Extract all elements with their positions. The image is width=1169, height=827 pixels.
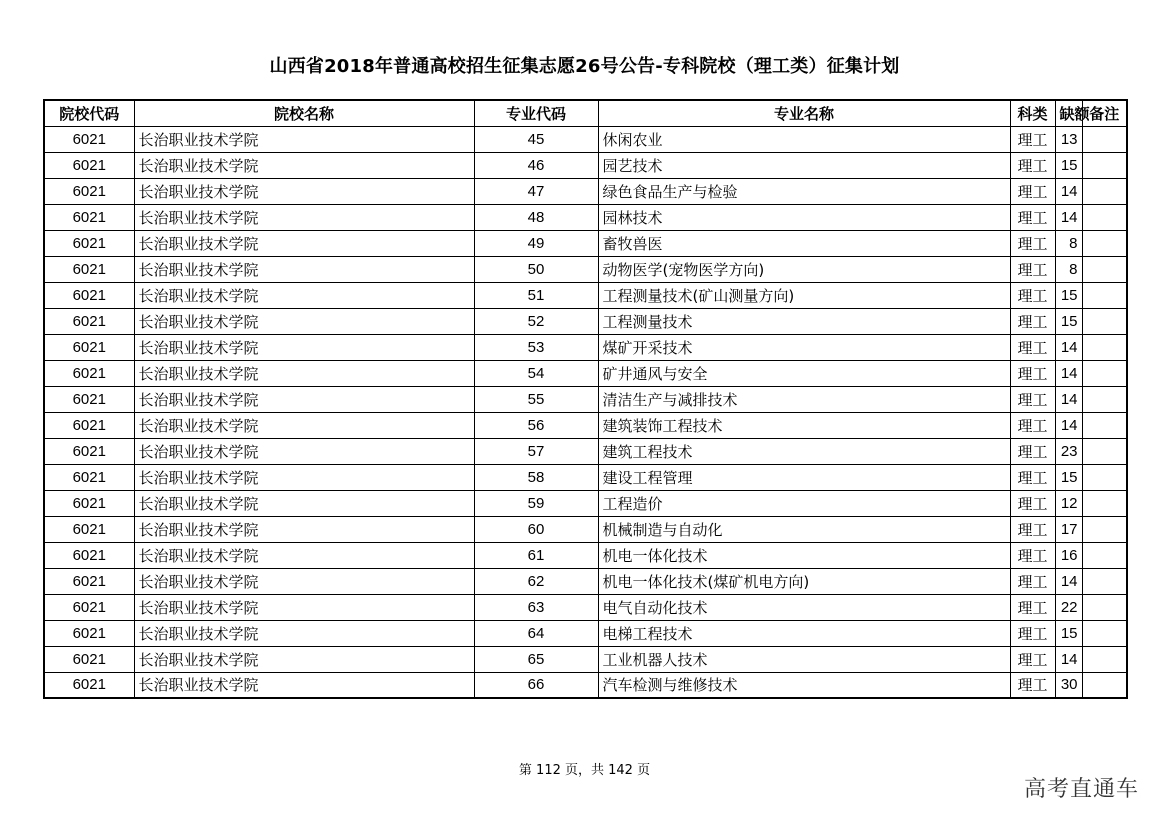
cell-school-name: 长治职业技术学院 [134,620,474,646]
table-row [44,126,1127,152]
table-row [44,204,1127,230]
cell-note [1082,516,1127,542]
cell-note [1082,620,1127,646]
cell-quota: 13 [1055,126,1082,152]
cell-major-code: 55 [474,386,598,412]
cell-school-name: 长治职业技术学院 [134,126,474,152]
table-row [44,542,1127,568]
cell-major-name: 工业机器人技术 [598,646,1010,672]
cell-major-name: 煤矿开采技术 [598,334,1010,360]
cell-major-name: 园艺技术 [598,152,1010,178]
cell-school-code: 6021 [44,152,134,178]
header-category: 科类 [1010,100,1055,126]
cell-school-code: 6021 [44,568,134,594]
cell-category: 理工 [1010,594,1055,620]
cell-category: 理工 [1010,490,1055,516]
cell-category: 理工 [1010,256,1055,282]
cell-school-name: 长治职业技术学院 [134,386,474,412]
cell-major-name: 休闲农业 [598,126,1010,152]
header-quota: 缺额 [1055,100,1082,126]
cell-major-code: 59 [474,490,598,516]
cell-major-name: 工程测量技术 [598,308,1010,334]
cell-quota: 8 [1055,230,1082,256]
cell-quota: 14 [1055,334,1082,360]
header-major-name: 专业名称 [598,100,1010,126]
table-row [44,334,1127,360]
cell-major-name: 清洁生产与减排技术 [598,386,1010,412]
header-school-code: 院校代码 [44,100,134,126]
cell-major-name: 畜牧兽医 [598,230,1010,256]
cell-category: 理工 [1010,126,1055,152]
cell-major-name: 建设工程管理 [598,464,1010,490]
cell-major-code: 63 [474,594,598,620]
cell-note [1082,204,1127,230]
cell-major-code: 65 [474,646,598,672]
cell-major-name: 工程测量技术(矿山测量方向) [598,282,1010,308]
cell-major-code: 53 [474,334,598,360]
cell-major-name: 机电一体化技术(煤矿机电方向) [598,568,1010,594]
cell-note [1082,386,1127,412]
table-row [44,516,1127,542]
cell-category: 理工 [1010,178,1055,204]
cell-quota: 16 [1055,542,1082,568]
cell-major-code: 46 [474,152,598,178]
cell-school-name: 长治职业技术学院 [134,230,474,256]
cell-school-name: 长治职业技术学院 [134,542,474,568]
cell-major-name: 电梯工程技术 [598,620,1010,646]
cell-note [1082,256,1127,282]
cell-major-code: 60 [474,516,598,542]
watermark-text: 高考直通车 [1023,777,1139,802]
cell-category: 理工 [1010,620,1055,646]
cell-quota: 12 [1055,490,1082,516]
cell-note [1082,672,1127,698]
cell-note [1082,230,1127,256]
cell-major-name: 电气自动化技术 [598,594,1010,620]
cell-school-name: 长治职业技术学院 [134,594,474,620]
cell-category: 理工 [1010,568,1055,594]
cell-major-code: 66 [474,672,598,698]
cell-school-name: 长治职业技术学院 [134,412,474,438]
table-row [44,152,1127,178]
cell-major-code: 54 [474,360,598,386]
cell-note [1082,594,1127,620]
cell-school-name: 长治职业技术学院 [134,568,474,594]
cell-quota: 14 [1055,568,1082,594]
cell-category: 理工 [1010,672,1055,698]
cell-quota: 14 [1055,204,1082,230]
cell-school-code: 6021 [44,464,134,490]
cell-school-name: 长治职业技术学院 [134,646,474,672]
cell-quota: 14 [1055,386,1082,412]
cell-school-code: 6021 [44,412,134,438]
cell-school-code: 6021 [44,646,134,672]
cell-major-name: 机电一体化技术 [598,542,1010,568]
cell-school-name: 长治职业技术学院 [134,516,474,542]
cell-category: 理工 [1010,646,1055,672]
table-row [44,308,1127,334]
cell-category: 理工 [1010,412,1055,438]
cell-school-code: 6021 [44,516,134,542]
table-row [44,490,1127,516]
cell-major-code: 45 [474,126,598,152]
cell-quota: 14 [1055,412,1082,438]
cell-school-name: 长治职业技术学院 [134,308,474,334]
cell-school-code: 6021 [44,594,134,620]
table-header-row [44,100,1127,126]
cell-quota: 14 [1055,360,1082,386]
cell-major-code: 64 [474,620,598,646]
cell-school-code: 6021 [44,438,134,464]
page-title: 山西省2018年普通高校招生征集志愿26号公告-专科院校（理工类）征集计划 [269,56,900,77]
cell-quota: 15 [1055,620,1082,646]
cell-school-code: 6021 [44,282,134,308]
header-school-name: 院校名称 [134,100,474,126]
cell-quota: 14 [1055,646,1082,672]
table-row [44,568,1127,594]
cell-quota: 30 [1055,672,1082,698]
cell-school-name: 长治职业技术学院 [134,672,474,698]
cell-note [1082,126,1127,152]
cell-note [1082,464,1127,490]
cell-school-name: 长治职业技术学院 [134,178,474,204]
cell-quota: 14 [1055,178,1082,204]
cell-quota: 15 [1055,152,1082,178]
cell-major-name: 动物医学(宠物医学方向) [598,256,1010,282]
cell-major-name: 绿色食品生产与检验 [598,178,1010,204]
cell-school-name: 长治职业技术学院 [134,490,474,516]
cell-major-name: 工程造价 [598,490,1010,516]
cell-school-name: 长治职业技术学院 [134,282,474,308]
cell-note [1082,178,1127,204]
table-row [44,386,1127,412]
table-row [44,178,1127,204]
cell-school-name: 长治职业技术学院 [134,152,474,178]
cell-school-code: 6021 [44,256,134,282]
cell-note [1082,438,1127,464]
cell-major-code: 57 [474,438,598,464]
table-row [44,282,1127,308]
cell-school-code: 6021 [44,360,134,386]
table-row [44,594,1127,620]
cell-note [1082,282,1127,308]
cell-school-code: 6021 [44,490,134,516]
cell-quota: 15 [1055,464,1082,490]
cell-major-code: 58 [474,464,598,490]
table-row [44,230,1127,256]
enrollment-plan-table [43,99,1128,699]
table-row [44,438,1127,464]
cell-major-code: 61 [474,542,598,568]
table-row [44,646,1127,672]
cell-note [1082,412,1127,438]
cell-category: 理工 [1010,204,1055,230]
cell-school-name: 长治职业技术学院 [134,256,474,282]
cell-major-code: 49 [474,230,598,256]
cell-note [1082,360,1127,386]
cell-school-name: 长治职业技术学院 [134,360,474,386]
cell-major-name: 矿井通风与安全 [598,360,1010,386]
cell-quota: 23 [1055,438,1082,464]
header-major-code: 专业代码 [474,100,598,126]
cell-school-name: 长治职业技术学院 [134,204,474,230]
cell-major-name: 汽车检测与维修技术 [598,672,1010,698]
cell-note [1082,646,1127,672]
cell-quota: 8 [1055,256,1082,282]
cell-category: 理工 [1010,464,1055,490]
cell-school-code: 6021 [44,620,134,646]
header-note: 备注 [1082,100,1127,126]
table-row [44,256,1127,282]
cell-school-code: 6021 [44,386,134,412]
page-footer: 第 112 页，共 142 页 [518,763,651,778]
cell-category: 理工 [1010,360,1055,386]
cell-major-code: 51 [474,282,598,308]
table-row [44,412,1127,438]
cell-quota: 17 [1055,516,1082,542]
table-row [44,360,1127,386]
cell-quota: 22 [1055,594,1082,620]
cell-note [1082,490,1127,516]
cell-school-name: 长治职业技术学院 [134,334,474,360]
cell-school-code: 6021 [44,126,134,152]
cell-school-name: 长治职业技术学院 [134,438,474,464]
cell-major-code: 62 [474,568,598,594]
cell-school-code: 6021 [44,230,134,256]
cell-major-name: 建筑工程技术 [598,438,1010,464]
cell-category: 理工 [1010,334,1055,360]
cell-major-code: 52 [474,308,598,334]
cell-note [1082,308,1127,334]
cell-quota: 15 [1055,308,1082,334]
table-body [44,126,1127,698]
cell-category: 理工 [1010,230,1055,256]
cell-note [1082,568,1127,594]
cell-major-name: 园林技术 [598,204,1010,230]
cell-major-code: 48 [474,204,598,230]
cell-category: 理工 [1010,282,1055,308]
cell-school-code: 6021 [44,542,134,568]
cell-major-name: 建筑装饰工程技术 [598,412,1010,438]
table-row [44,464,1127,490]
cell-category: 理工 [1010,438,1055,464]
cell-category: 理工 [1010,542,1055,568]
cell-school-code: 6021 [44,178,134,204]
cell-category: 理工 [1010,516,1055,542]
table-row [44,620,1127,646]
cell-school-code: 6021 [44,204,134,230]
cell-major-code: 47 [474,178,598,204]
cell-note [1082,334,1127,360]
cell-quota: 15 [1055,282,1082,308]
cell-category: 理工 [1010,386,1055,412]
cell-major-name: 机械制造与自动化 [598,516,1010,542]
table-row [44,672,1127,698]
cell-school-code: 6021 [44,334,134,360]
cell-school-code: 6021 [44,308,134,334]
cell-category: 理工 [1010,152,1055,178]
cell-major-code: 56 [474,412,598,438]
cell-note [1082,152,1127,178]
cell-school-name: 长治职业技术学院 [134,464,474,490]
cell-major-code: 50 [474,256,598,282]
cell-note [1082,542,1127,568]
cell-school-code: 6021 [44,672,134,698]
cell-category: 理工 [1010,308,1055,334]
